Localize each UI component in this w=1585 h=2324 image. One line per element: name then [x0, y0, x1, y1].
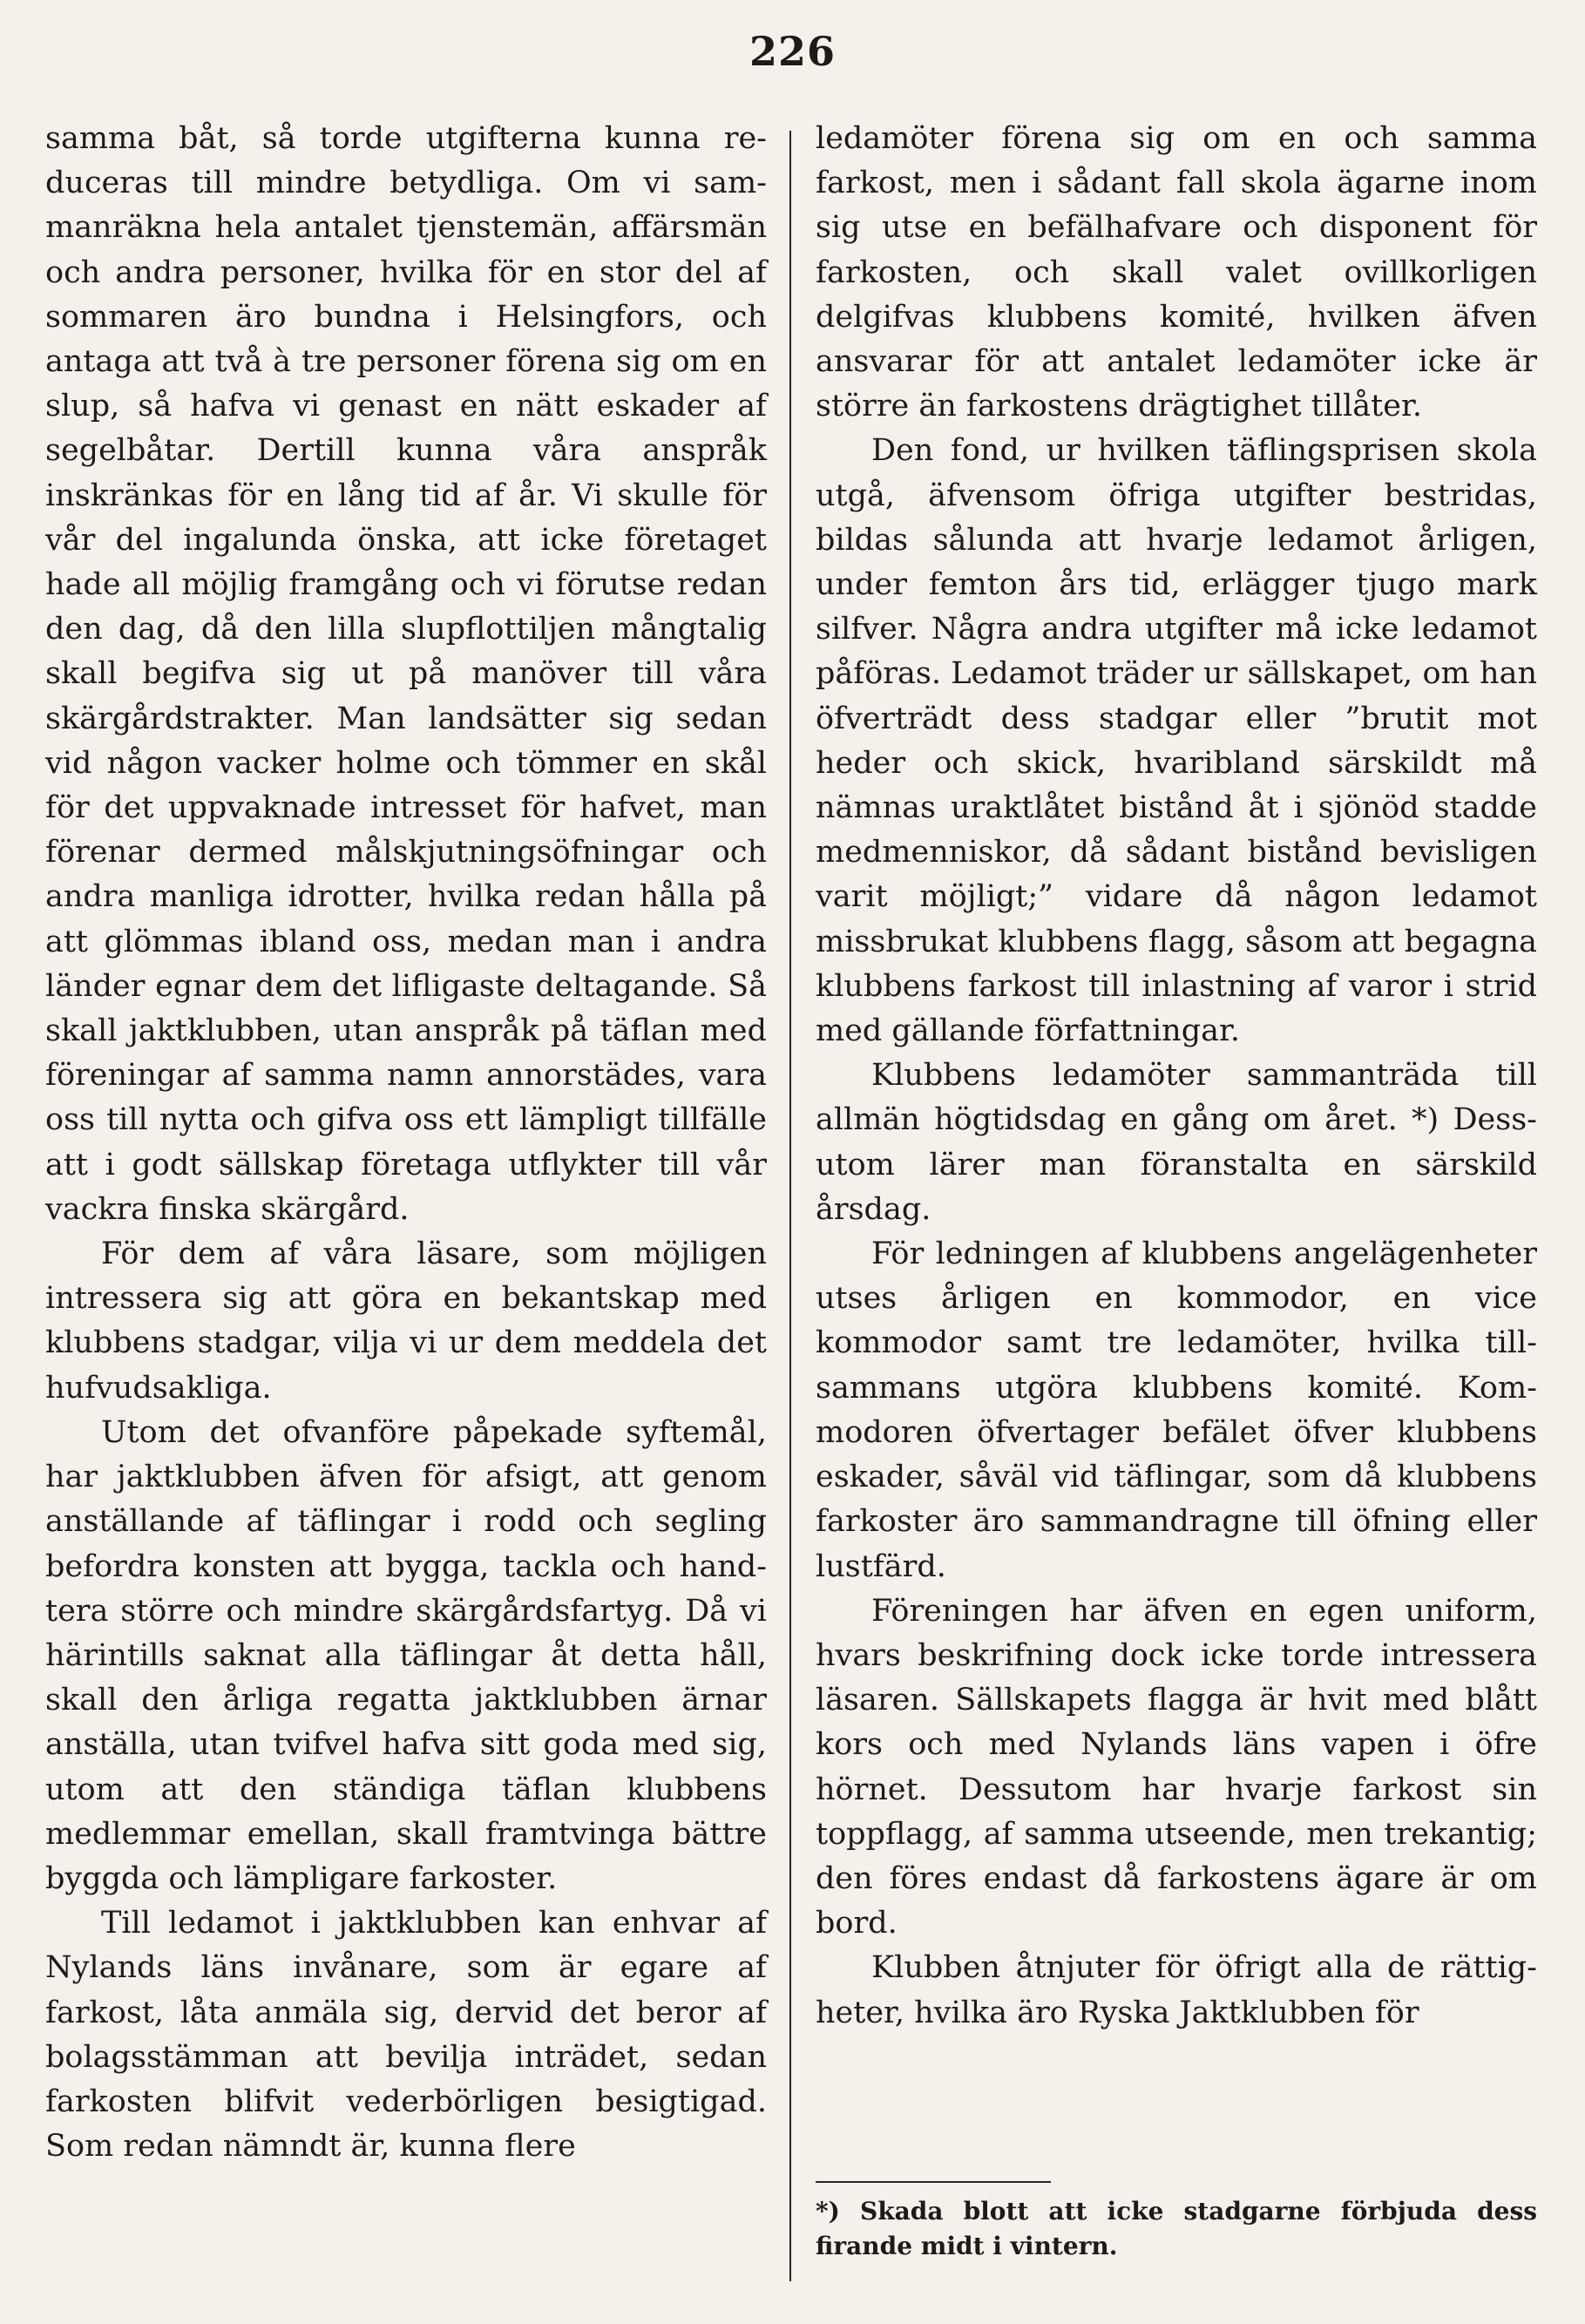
paragraph: ledamöter förena sig om en och samma farkost, men i sådant fall skola ägarne inom sig utse en befälhafvare och disponent för farkosten, och skall valet ovillkorligen delgifvas klubbens komité, hvilken äfven ansvarar för att antalet ledamöter icke är större än farkostens drägtighet tillåter. — [816, 121, 1537, 424]
paragraph: Utom det ofvanföre påpekade syftemål, har jaktklubben äfven för afsigt, att genom anställande af täflingar i rodd och segling befordra konsten att bygga, tackla och handtera större och mindre skärgårdsfartyg. Då vi härintills saknat alla täflingar åt detta håll, skall den årliga regatta jaktklubben ärnar anställa, utan tvifvel hafva sitt goda med sig, utom att den ständiga täflan klubbens medlemmar emellan, skall framtvinga bättre byggda och lämpligare farkoster. — [45, 1414, 767, 1896]
paragraph: Till ledamot i jaktklubben kan enhvar af Nylands läns invånare, som är egare af farkost, låta anmäla sig, dervid det beror af bolagsstämman att bevilja inträdet, sedan farkosten blifvit vederbörligen besigtigad. Som redan nämndt är, kunna flere — [45, 1906, 767, 2165]
footnote: *) Skada blott att icke stadgarne förbjuda dess firande midt i vintern. — [816, 2197, 1537, 2260]
paragraph: Klubbens ledamöter sammanträda till allmän högtidsdag en gång om året. *) Dessutom lärer man föranstalta en särskild årsdag. — [816, 1058, 1537, 1227]
footnote-rule — [816, 2181, 1051, 2183]
page-number: 226 — [748, 28, 837, 75]
column-divider — [789, 131, 791, 2281]
left-column — [45, 117, 767, 2169]
paragraph: För dem af våra läsare, som möjligen intressera sig att göra en bekantskap med klubbens stadgar, vilja vi ur dem meddela det hufvudsakliga. — [45, 1237, 767, 1406]
paragraph: Den fond, ur hvilken täflingsprisen skola utgå, äfvensom öfriga utgifter bestridas, bildas sålunda att hvarje ledamot årligen, under femton års tid, erlägger tjugo mark silfver. Några andra utgifter må icke ledamot påföras. Ledamot träder ur sällskapet, om han öfverträdt dess stadgar eller ”brutit mot heder och skick, hvaribland särskildt må nämnas uraktlåtet bistånd åt i sjönöd stadde medmenniskor, då sådant bistånd bevisligen varit möjligt;” vidare då någon ledamot missbrukat klubbens flagg, såsom att begagna klubbens farkost till inlastning af varor i strid med gällande författningar. — [816, 433, 1537, 1049]
right-column — [816, 117, 1537, 2036]
paragraph: samma båt, så torde utgifterna kunna reduceras till mindre betydliga. Om vi sammanräkna hela antalet tjenstemän, affärsmän och andra personer, hvilka för en stor del af sommaren äro bundna i Helsingfors, och antaga att två à tre personer förena sig om en slup, så hafva vi genast en nätt eskader af segelbåtar. Dertill kunna våra anspråk inskränkas för en lång tid af år. Vi skulle för vår del ingalunda önska, att icke företaget hade all möjlig framgång och vi förutse redan den dag, då den lilla slupflottiljen mångtalig skall begifva sig ut på manöver till våra skärgårdstrakter. Man landsätter sig sedan vid någon vacker holme och tömmer en skål för det uppvaknade intresset för hafvet, man förenar dermed målskjutningsöfningar och andra manliga idrotter, hvilka redan hålla på att glömmas ibland oss, medan man i andra länder egnar dem det lifligaste deltagande. Så skall jaktklubben, utan anspråk på täflan med föreningar af samma namn annorstädes, vara oss till nytta och gifva oss ett lämpligt tillfälle att i godt sällskap företaga utflykter till vår vackra finska skärgård. — [45, 121, 767, 1227]
paragraph: Klubben åtnjuter för öfrigt alla de rättigheter, hvilka äro Ryska Jaktklubben för — [816, 1950, 1537, 2030]
paragraph: Föreningen har äfven en egen uniform, hvars beskrifning dock icke torde intressera läsaren. Sällskapets flagga är hvit med blått kors och med Nylands läns vapen i öfre hörnet. Dessutom har hvarje farkost sin toppflagg, af samma utseende, men trekantig; den föres endast då farkostens ägare är om bord. — [816, 1593, 1537, 1941]
paragraph: För ledningen af klubbens angelägenheter utses årligen en kommodor, en vice kommodor samt tre ledamöter, hvilka tillsammans utgöra klubbens komité. Kommodoren öfvertager befälet öfver klubbens eskader, såväl vid täflingar, som då klubbens farkoster äro sammandragne till öfning eller lustfärd. — [816, 1237, 1537, 1584]
